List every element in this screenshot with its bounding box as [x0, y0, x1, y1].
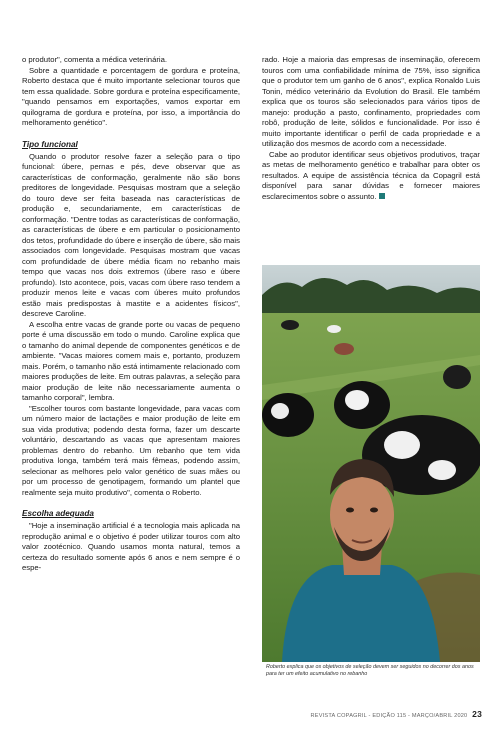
paragraph: rado. Hoje a maioria das empresas de inseminação, oferecem touros com uma confiabilidade mínima de 75%, isso significa que o produtor tem um ganho de 6 anos", explica Ronaldo Luis Tonin, médico veterinário da Evolution do Brasil. Ele também explica que os touros são selecionados para vários tipos de manejo: produção a pasto, confinamento, propriedades com robô, produção de leite, sólidos e funcionalidade. Por isso é muito importante identificar o perfil de cada propriedade e a utilização dos mesmos de acordo com a necessidade. [262, 55, 480, 148]
footer-publication: REVISTA COPAGRIL - EDIÇÃO 115 - MARÇO/ABRIL 2020 [310, 713, 468, 719]
page-footer [311, 709, 482, 719]
page-number: 23 [472, 709, 482, 719]
paragraph: o produtor", comenta a médica veterinária. [22, 55, 168, 64]
paragraph: "Hoje a inseminação artificial é a tecnologia mais aplicada na reprodução animal e o objetivo é poder utilizar touros com alto valor zootécnico. Quando usamos monta natural, temos a certeza do resultado somente após 6 anos e nem sempre é o espe- [22, 521, 240, 572]
paragraph: A escolha entre vacas de grande porte ou vacas de pequeno porte é uma discussão em todo o mundo. Caroline explica que o tamanho do animal depende de componentes genéticos e de ambiente. "Vacas maiores comem mais e, portanto, produzem mais. Porém, o tamanho não está intimamente relacionado com maiores produções de leite. Em outras palavras, a seleção para maior produção de leite não necessariamente aumenta o tamanho corporal", lembra. [22, 319, 240, 402]
right-column [262, 55, 480, 202]
section-heading-tipo-funcional: Tipo funcional [22, 139, 78, 149]
paragraph [262, 150, 480, 203]
photo-illustration [262, 265, 480, 662]
paragraph: "Escolher touros com bastante longevidade, para vacas com um número maior de lactações e maior produção de leite em sua vida produtiva; podendo desta forma, fazer um descarte voluntário, descartando as vacas que apresentam maiores problemas dentro do rebanho. Um rebanho que tem vida produtiva longa, também terá mais fêmeas, podendo assim, selecionar as melhores pelo valor genético de suas mães ou por um processo de genotipagem, formando um plantel que realmente seja muito produtivo", comenta o Roberto. [22, 403, 240, 497]
paragraph: Sobre a quantidade e porcentagem de gordura e proteína, Roberto destaca que é muito importante selecionar touros que tem essa qualidade. Sobre gordura e proteína especificamente, "quando pensamos em exportações, vamos exportar em quilograma de gordura e proteína, por isso, a importância do melhoramento genético". [22, 65, 240, 127]
paragraph: Quando o produtor resolve fazer a seleção para o tipo funcional: úbere, pernas e pés, deve observar que as características de conformação, geralmente não são bons preditores de longevidade. Pesquisas mostram que a seleção do touro deve ser feita baseada nas características de produção e, secundariamente, em características de conformação. "Dentre todas as características de conformação, as características de úbere e em particular o posicionamento dos tetos, profundidade do úbere e inserção de úbere, são mais associados com longevidade. Pesquisas mostram que vacas com profundidade de úbere média ficam no rebanho mais tempo que vacas nos dois extremos (úbere raso e úbere profundo). Isto acontece, pois, vacas com úbere raso tendem a produzir menos leite e vacas com úberes muito profundos estão mais predispostas à mastite e a acidentes físicos", descreve Caroline. [22, 151, 240, 318]
section-heading-escolha-adequada: Escolha adequada [22, 509, 94, 518]
paragraph-text: Cabe ao produtor identificar seus objetivos produtivos, traçar as metas de melhoramento genético e trabalhar para obter os resultados. A equipe de assistência técnica da Copagril está disponível para sanar dúvidas e fornecer maiores esclarecimentos sobre o assunto. [262, 149, 480, 201]
left-column [22, 55, 240, 574]
photo-caption: Roberto explica que os objetivos de seleção devem ser seguidos no decorrer dos anos para ter um efeito acumulativo no rebanho [266, 664, 474, 677]
end-of-article-icon [379, 193, 385, 199]
photo-selfie-with-cows [262, 265, 480, 662]
